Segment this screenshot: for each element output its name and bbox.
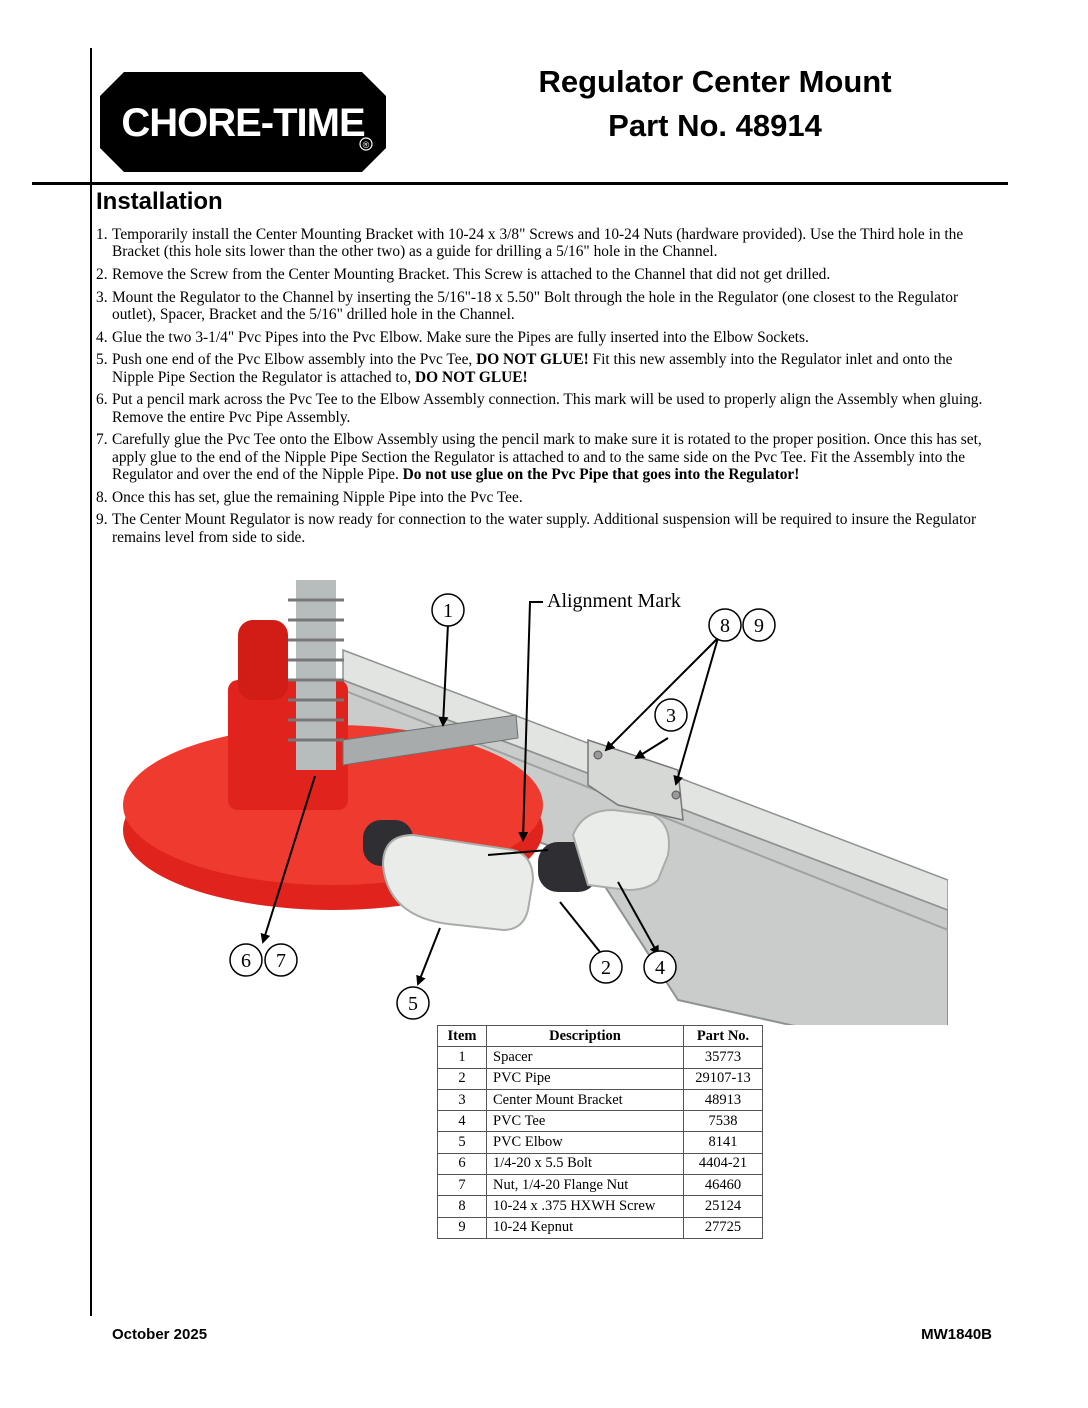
table-row: 7 Nut, 1/4-20 Flange Nut 46460 [438, 1175, 763, 1196]
table-row: 9 10-24 Kepnut 27725 [438, 1217, 763, 1238]
step-9: 9. The Center Mount Regulator is now ready for connection to the water supply. Additional suspension will be required to insure the Regulator remains level from side to side. [96, 511, 977, 546]
table-row: 8 10-24 x .375 HXWH Screw 25124 [438, 1196, 763, 1217]
svg-text:9: 9 [754, 615, 764, 637]
step-1: 1. Temporarily install the Center Mounting Bracket with 10-24 x 3/8" Screws and 10-24 Nuts (hardware provided). Use the Third hole in the Bracket (this hole sits lower than the other two) as a guide for drilling a 5/16" hole in the Channel. [96, 226, 964, 261]
header-description: Description [487, 1026, 684, 1047]
header-item: Item [438, 1026, 487, 1047]
pvc-tee [573, 810, 669, 890]
document-title [500, 60, 930, 148]
table-row: 3 Center Mount Bracket 48913 [438, 1089, 763, 1110]
svg-text:1: 1 [443, 600, 453, 622]
header-part-no: Part No. [684, 1026, 763, 1047]
svg-text:3: 3 [666, 705, 676, 727]
callout-7 [265, 944, 297, 976]
left-margin-rule [90, 48, 92, 1316]
callout-5 [397, 987, 429, 1019]
assembly-photo-illustration [118, 580, 948, 1025]
table-row: 4 PVC Tee 7538 [438, 1111, 763, 1132]
step-6: 6. Put a pencil mark across the Pvc Tee to the Elbow Assembly connection. This mark will be used to properly align the Assembly when gluing. Remove the entire Pvc Pipe Assembly. [96, 391, 983, 426]
parts-table [437, 1025, 763, 1239]
title-part-number: Part No. 48914 [608, 108, 822, 143]
step-7: 7. Carefully glue the Pvc Tee onto the Elbow Assembly using the pencil mark to make sure it is rotated to the proper position. Once this has set, apply glue to the end of the Nipple Pipe Section the Regulator is attached to and to the same side on the Pvc Tee. Fit the Assembly into the Regulator and over the end of the Nipple Pipe. Do not use glue on the Pvc Pipe that goes into the Regulator! [96, 431, 982, 483]
step-4: 4. Glue the two 3-1/4" Pvc Pipes into the Pvc Elbow. Make sure the Pipes are fully inserted into the Elbow Sockets. [96, 328, 809, 346]
chore-time-logo [98, 70, 388, 174]
title-line-1: Regulator Center Mount [538, 64, 892, 99]
logo-text: CHORE-TIME [121, 101, 365, 145]
table-row: 1 Spacer 35773 [438, 1047, 763, 1068]
callout-1 [432, 594, 464, 626]
svg-text:2: 2 [601, 957, 611, 979]
footer-doc-code: MW1840B [921, 1326, 992, 1343]
registered-mark: ® [362, 140, 370, 150]
table-row: 5 PVC Elbow 8141 [438, 1132, 763, 1153]
callout-9 [743, 609, 775, 641]
installation-steps [96, 226, 996, 551]
table-row: 6 1/4-20 x 5.5 Bolt 4404-21 [438, 1153, 763, 1174]
step-5: 5. Push one end of the Pvc Elbow assembly into the Pvc Tee, DO NOT GLUE! Fit this new assembly into the Regulator inlet and onto the Nipple Pipe Section the Regulator is attached to, DO NOT GLUE! [96, 351, 953, 386]
callout-4 [644, 951, 676, 983]
callout-2 [590, 951, 622, 983]
alignment-mark-label: Alignment Mark [547, 590, 681, 612]
installation-heading: Installation [96, 188, 223, 215]
table-row: 2 PVC Pipe 29107-13 [438, 1068, 763, 1089]
pvc-elbow [383, 835, 533, 930]
svg-text:4: 4 [655, 957, 665, 979]
parts-table-header [438, 1026, 763, 1047]
svg-text:6: 6 [241, 950, 251, 972]
callout-6 [230, 944, 262, 976]
header-rule [32, 182, 1008, 185]
svg-text:7: 7 [276, 950, 286, 972]
step-2: 2. Remove the Screw from the Center Mounting Bracket. This Screw is attached to the Channel that did not get drilled. [96, 266, 831, 283]
svg-text:8: 8 [720, 615, 730, 637]
step-3: 3. Mount the Regulator to the Channel by inserting the 5/16"-18 x 5.50" Bolt through the hole in the Regulator (one closest to the Regulator outlet), Spacer, Bracket and the 5/16" drilled hole in the Channel. [96, 288, 959, 323]
footer-date: October 2025 [112, 1326, 208, 1343]
svg-text:5: 5 [408, 993, 418, 1015]
callout-8 [709, 609, 741, 641]
callout-3 [655, 699, 687, 731]
step-8: 8. Once this has set, glue the remaining Nipple Pipe into the Pvc Tee. [96, 488, 523, 506]
